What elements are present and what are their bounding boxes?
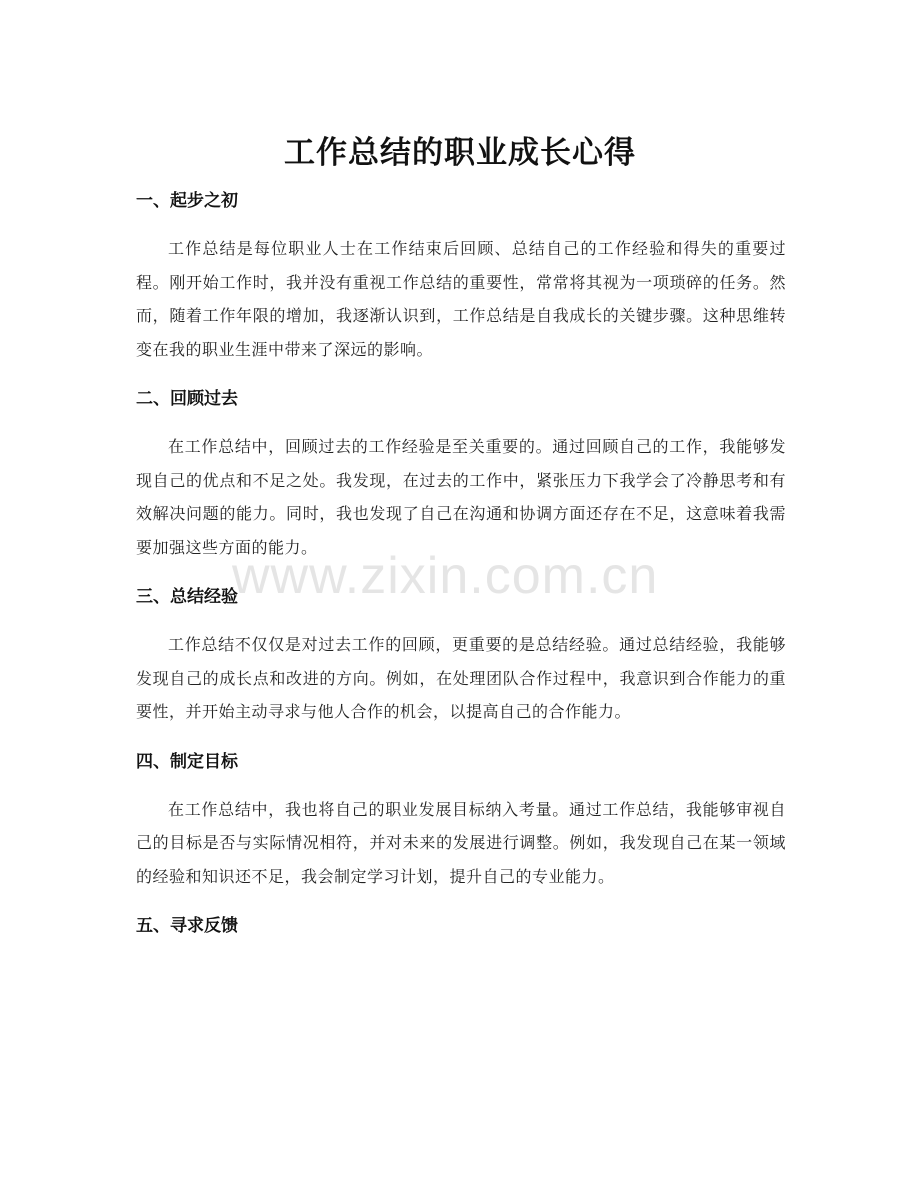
page-title: 工作总结的职业成长心得 [284,134,636,171]
section-paragraph-1: 工作总结是每位职业人士在工作结束后回顾、总结自己的工作经验和得失的重要过程。刚开始工作时，我并没有重视工作总结的重要性，常常将其视为一项琐碎的任务。然而，随着工作年限的增加，我逐渐认识到，工作总结是自我成长的关键步骤。这种思维转变在我的职业生涯中带来了深远的影响。 [136,239,786,359]
section-heading-2: 二、回顾过去 [136,389,238,409]
watermark: www.zixin.com.cn [232,547,659,605]
section-heading-5: 五、寻求反馈 [136,916,238,936]
section-paragraph-3: 工作总结不仅仅是对过去工作的回顾，更重要的是总结经验。通过总结经验，我能够发现自己的成长点和改进的方向。例如，在处理团队合作过程中，我意识到合作能力的重要性，并开始主动寻求与他人合作的机会，以提高自己的合作能力。 [136,635,786,721]
section-heading-4: 四、制定目标 [136,751,238,772]
document-body [136,186,786,941]
section-heading-3: 三、总结经验 [136,587,238,607]
section-heading-1: 一、起步之初 [136,191,238,211]
section-paragraph-4: 在工作总结中，我也将自己的职业发展目标纳入考量。通过工作总结，我能够审视自己的目标是否与实际情况相符，并对未来的发展进行调整。例如，我发现自己在某一领域的经验和知识还不足，我会制定学习计划，提升自己的专业能力。 [136,799,786,886]
section-paragraph-2: 在工作总结中，回顾过去的工作经验是至关重要的。通过回顾自己的工作，我能够发现自己的优点和不足之处。我发现，在过去的工作中，紧张压力下我学会了冷静思考和有效解决问题的能力。同时，我也发现了自己在沟通和协调方面还存在不足，这意味着我需要加强这些方面的能力。 [136,437,786,557]
